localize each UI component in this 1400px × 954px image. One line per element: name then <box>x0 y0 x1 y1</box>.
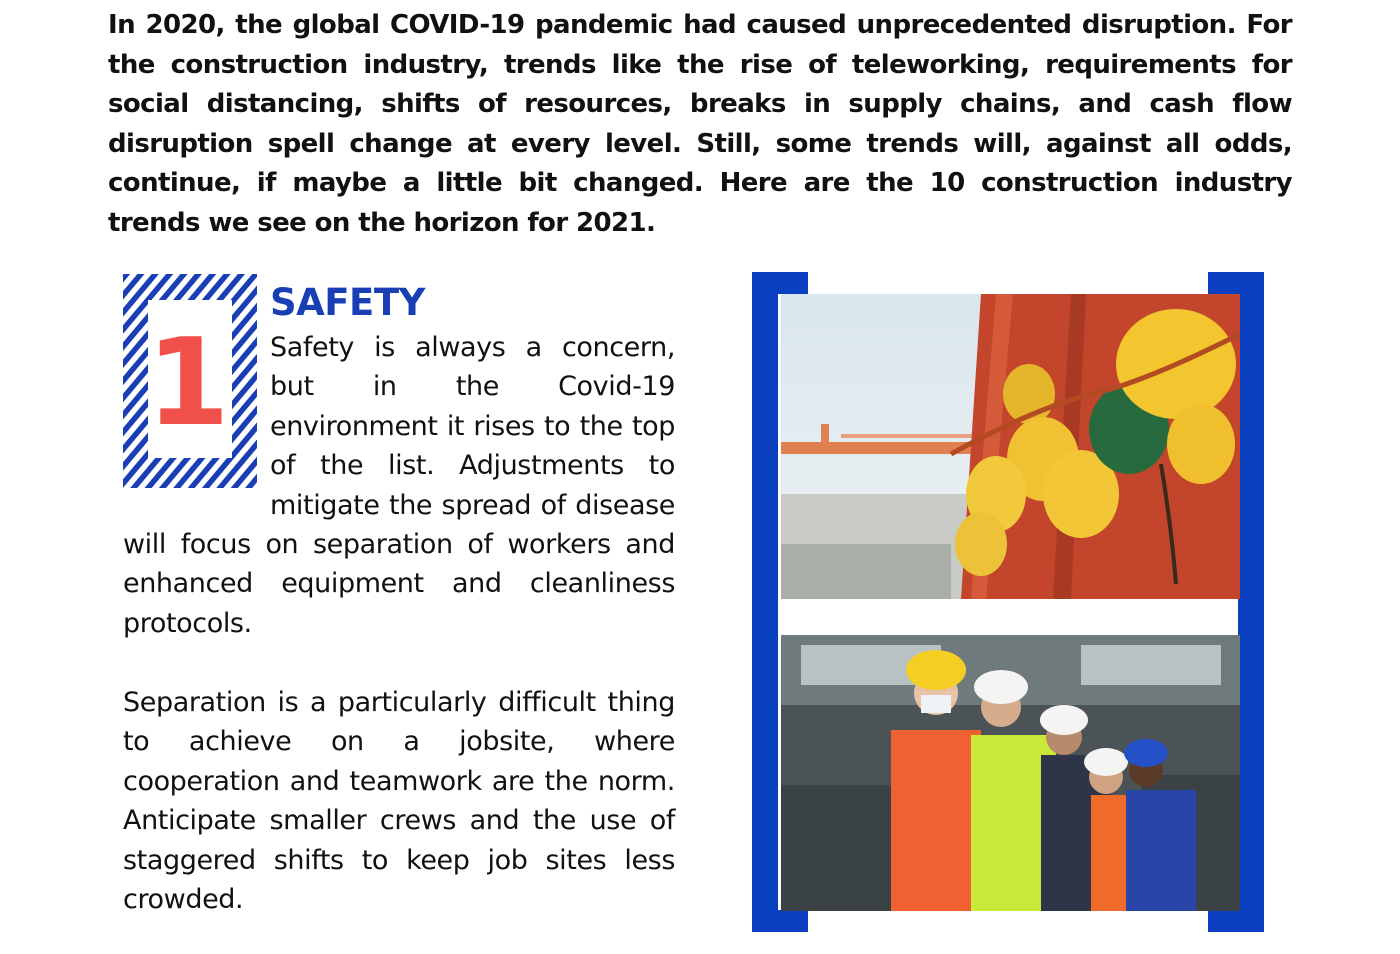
paragraph-1-text: Safety is always a concern, but in the Covid-19 environment it rises to the top of the list. Adjustments to mitigate the spread of disease will focus on separation of workers and enhanced equipment and cleanliness protocols. <box>123 332 675 639</box>
hardhats-photo <box>781 294 1240 599</box>
paragraph-1 <box>123 328 675 643</box>
intro-paragraph: In 2020, the global COVID-19 pandemic had caused unprecedented disruption. For the construction industry, trends like the rise of teleworking, requirements for social distancing, shifts of resources, breaks in supply chains, and cash flow disruption spell change at every level. Still, some trends will, against all odds, continue, if maybe a little bit changed. Here are the 10 construction industry trends we see on the horizon for 2021. <box>108 10 1292 238</box>
paragraph-2: Separation is a particularly difficult thing to achieve on a jobsite, where cooperation and teamwork are the norm. Anticipate smaller crews and the use of staggered shifts to keep job sites less crowded. <box>123 687 675 916</box>
section-number: 1 <box>146 314 230 453</box>
workers-photo <box>781 635 1240 911</box>
section-heading: SAFETY <box>270 281 425 324</box>
